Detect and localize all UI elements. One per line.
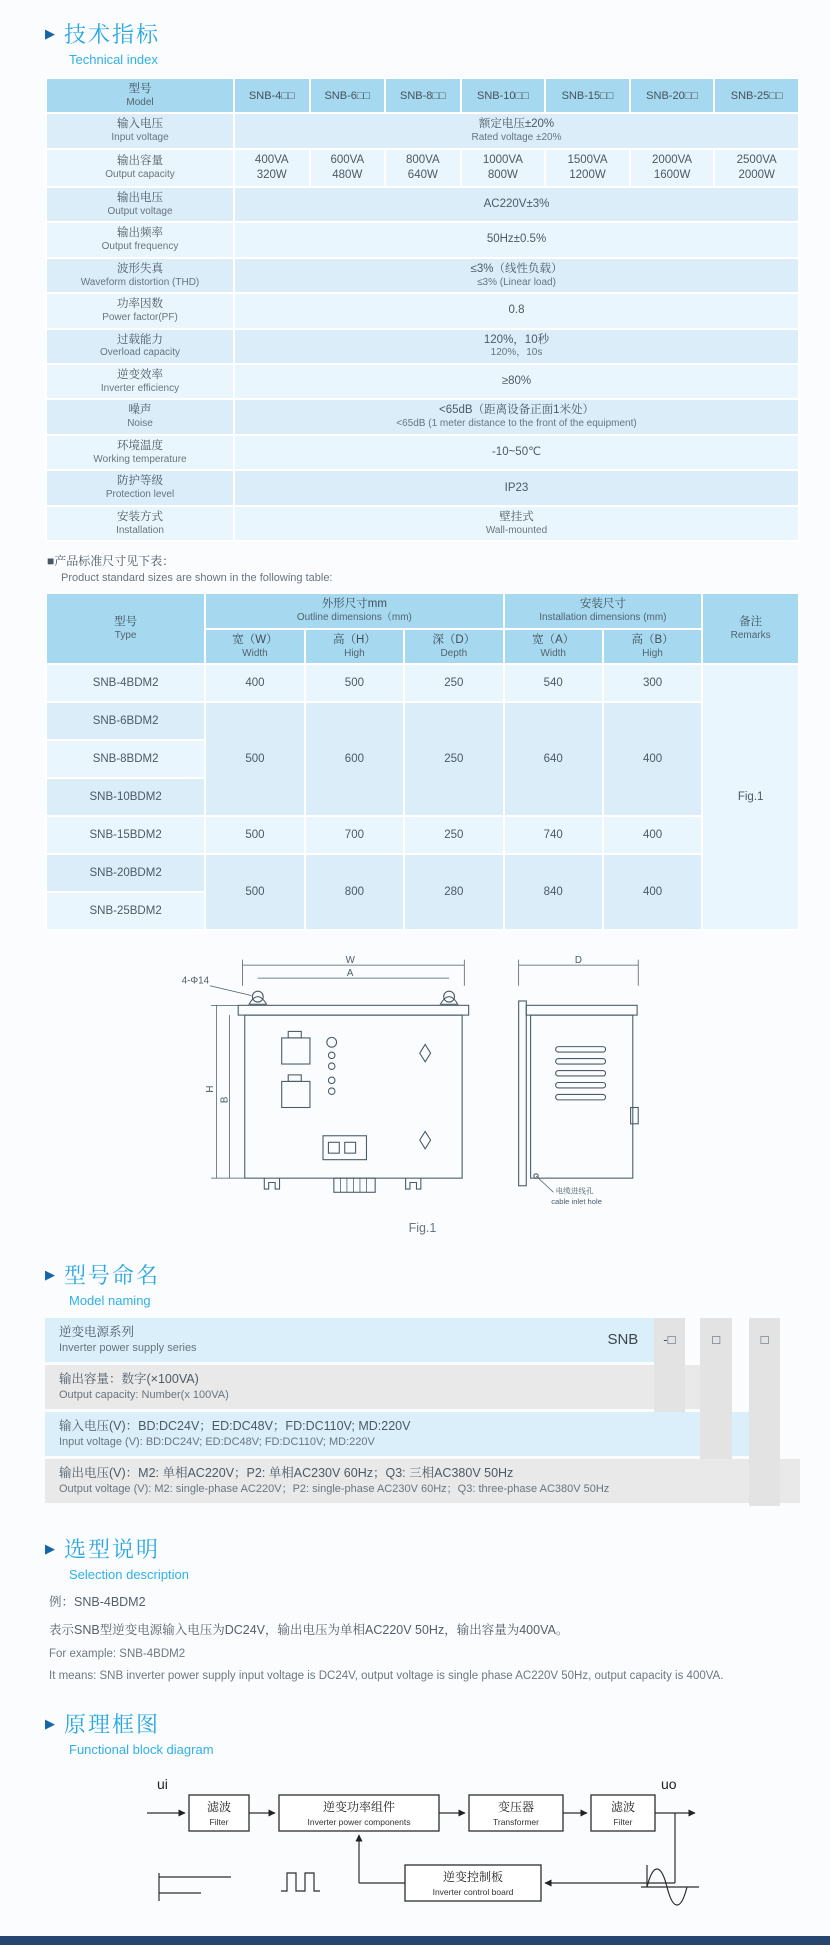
spec-row-label: 输入电压 Input voltage — [47, 114, 233, 147]
output-signal-label: uo — [660, 1776, 677, 1792]
spec-row-label: 安装方式 Installation — [47, 507, 233, 540]
size-type: SNB-20BDM2 — [47, 855, 204, 891]
size-h: 700 — [306, 817, 403, 853]
spec-row-label: 噪声 Noise — [47, 400, 233, 433]
model-header-cell: SNB-4□□ — [235, 79, 309, 112]
spec-row-input-voltage — [47, 114, 798, 147]
size-w: 500 — [206, 703, 303, 815]
size-type: SNB-10BDM2 — [47, 779, 204, 815]
capacity-cell: 400VA 320W — [235, 150, 309, 186]
model-header-cell: SNB-15□□ — [546, 79, 629, 112]
size-h: 500 — [306, 665, 403, 701]
series-prefix: SNB — [607, 1331, 639, 1348]
block-diagram — [45, 1771, 800, 1916]
dim-label-d: D — [574, 954, 582, 966]
section-title-en: Selection description — [69, 1567, 189, 1582]
size-a: 640 — [505, 703, 602, 815]
side-view — [518, 955, 638, 1206]
size-header-remarks: 备注 Remarks — [703, 594, 798, 663]
svg-text:逆变功率组件: 逆变功率组件 — [322, 1800, 395, 1814]
dim-label-w: W — [345, 954, 355, 966]
size-header-b: 高（B） High — [604, 630, 701, 663]
size-row — [47, 703, 798, 739]
dim-label-h: H — [204, 1085, 216, 1093]
size-header-install: 安装尺寸 Installation dimensions (mm) — [505, 594, 702, 627]
size-h: 800 — [306, 855, 403, 929]
cabinet-drawing — [173, 953, 673, 1212]
section-title-zh: 技术指标 — [64, 22, 161, 47]
selection-description — [49, 1592, 800, 1682]
naming-code-box-3: □ — [760, 1332, 769, 1347]
spec-row-label: 功率因数 Power factor(PF) — [47, 294, 233, 327]
model-naming-table — [45, 1318, 800, 1503]
selection-meaning-en: It means: SNB inverter power supply input voltage is DC24V, output voltage is single phase AC220V 50Hz, output capacity is 400VA. — [49, 1670, 724, 1682]
svg-text:Inverter power components: Inverter power components — [307, 1817, 410, 1827]
size-b: 300 — [604, 665, 701, 701]
size-row — [47, 665, 798, 701]
size-b: 400 — [604, 855, 701, 929]
svg-text:滤波: 滤波 — [610, 1800, 635, 1814]
spec-row-protection — [47, 471, 798, 504]
spec-row-efficiency — [47, 365, 798, 398]
section-header-selection — [45, 1533, 800, 1582]
spec-row-label: 防护等级 Protection level — [47, 471, 233, 504]
spec-row-label: 输出频率 Output frequency — [47, 223, 233, 256]
selection-example-en: For example: SNB-4BDM2 — [49, 1648, 186, 1660]
selection-meaning-zh: 表示SNB型逆变电源输入电压为DC24V，输出电压为单相AC220V 50Hz，输出容量为400VA。 — [49, 1623, 569, 1637]
naming-code-strip-1 — [654, 1318, 686, 1412]
spec-row-label: 输出电压 Output voltage — [47, 188, 233, 221]
section-arrow-icon: ▶ — [45, 1541, 55, 1556]
spec-row-label: 过载能力 Overload capacity — [47, 330, 233, 363]
size-type: SNB-6BDM2 — [47, 703, 204, 739]
model-header-cell: SNB-25□□ — [715, 79, 798, 112]
model-header-cell: SNB-20□□ — [631, 79, 714, 112]
spec-row-value: AC220V±3% — [235, 188, 798, 221]
section-header-model-naming — [45, 1259, 800, 1308]
size-d: 280 — [405, 855, 502, 929]
sine-wave-icon — [641, 1865, 699, 1905]
spec-table — [45, 77, 800, 542]
size-type: SNB-15BDM2 — [47, 817, 204, 853]
dim-label-b: B — [218, 1096, 230, 1104]
size-w: 500 — [206, 817, 303, 853]
size-note-en: Product standard sizes are shown in the following table: — [61, 572, 333, 585]
dimension-figure — [45, 953, 800, 1235]
section-title-en: Model naming — [69, 1293, 151, 1308]
mounting-holes-label: 4-Φ14 — [181, 975, 209, 987]
dc-source-icon — [159, 1873, 231, 1901]
spec-row-noise — [47, 400, 798, 433]
svg-text:Filter: Filter — [209, 1817, 228, 1827]
spec-row-temperature — [47, 436, 798, 469]
cable-inlet-label-en: cable inlet hole — [550, 1197, 602, 1207]
spec-row-label: 环境温度 Working temperature — [47, 436, 233, 469]
size-header-w: 宽（W） Width — [206, 630, 303, 663]
model-header-cell: SNB-6□□ — [311, 79, 385, 112]
size-a: 540 — [505, 665, 602, 701]
spec-row-value: 50Hz±0.5% — [235, 223, 798, 256]
size-row — [47, 855, 798, 891]
spec-row-value: ≤3%（线性负载） ≤3% (Linear load) — [235, 259, 798, 292]
naming-code-strip-2 — [700, 1318, 732, 1459]
size-b: 400 — [604, 817, 701, 853]
footer-bar — [0, 1936, 830, 1945]
selection-example-zh: 例：SNB-4BDM2 — [49, 1595, 146, 1609]
svg-text:Filter: Filter — [613, 1817, 632, 1827]
front-view — [181, 955, 468, 1192]
capacity-cell: 1000VA 800W — [462, 150, 545, 186]
spec-row-output-voltage — [47, 188, 798, 221]
size-type: SNB-25BDM2 — [47, 893, 204, 929]
input-signal-label: ui — [156, 1776, 168, 1792]
section-title-zh: 选型说明 — [64, 1537, 161, 1562]
spec-row-value: <65dB（距离设备正面1米处） <65dB (1 meter distance to the front of the equipment) — [235, 400, 798, 433]
size-note — [47, 552, 800, 584]
section-arrow-icon: ▶ — [45, 1716, 55, 1731]
spec-row-value: 壁挂式 Wall-mounted — [235, 507, 798, 540]
size-b: 400 — [604, 703, 701, 815]
naming-code-box-2: □ — [712, 1332, 721, 1347]
naming-code-strip-3 — [749, 1318, 781, 1506]
block-diagram-svg — [143, 1771, 703, 1916]
naming-row-capacity: 输出容量：数字(×100VA) Output capacity: Number(x 100VA) — [45, 1365, 701, 1409]
size-remark: Fig.1 — [703, 665, 798, 929]
size-w: 400 — [206, 665, 303, 701]
spec-row-installation — [47, 507, 798, 540]
capacity-cell: 600VA 480W — [311, 150, 385, 186]
section-header-block-diagram — [45, 1708, 800, 1757]
spec-header-row — [47, 79, 798, 112]
size-row — [47, 817, 798, 853]
capacity-cell: 2000VA 1600W — [631, 150, 714, 186]
spec-row-value: 0.8 — [235, 294, 798, 327]
size-a: 740 — [505, 817, 602, 853]
dim-label-a: A — [346, 967, 353, 979]
size-header-row-1 — [47, 594, 798, 627]
spec-row-output-frequency — [47, 223, 798, 256]
spec-row-value: -10~50℃ — [235, 436, 798, 469]
spec-row-label: 逆变效率 Inverter efficiency — [47, 365, 233, 398]
cable-inlet-label-zh: 电缆进线孔 — [555, 1186, 594, 1196]
section-title-en: Functional block diagram — [69, 1742, 214, 1757]
section-header-technical-index — [45, 18, 800, 67]
size-header-a: 宽（A） Width — [505, 630, 602, 663]
spec-row-label: 输出容量 Output capacity — [47, 150, 233, 186]
model-header-cell: SNB-10□□ — [462, 79, 545, 112]
naming-row-output-voltage: 输出电压(V)：M2: 单相AC220V；P2: 单相AC230V 60Hz；Q3: 三相AC380V 50Hz Output voltage (V): M2: single-phase AC220V；P2: single-phase AC230V 60Hz；Q3: three-phase AC380V 50Hz — [45, 1459, 800, 1503]
spec-row-value: IP23 — [235, 471, 798, 504]
spec-row-value: 额定电压±20% Rated voltage ±20% — [235, 114, 798, 147]
figure-caption: Fig.1 — [408, 1221, 437, 1235]
size-d: 250 — [405, 665, 502, 701]
svg-text:滤波: 滤波 — [206, 1800, 231, 1814]
size-w: 500 — [206, 855, 303, 929]
size-header-type: 型号 Type — [47, 594, 204, 663]
section-title-zh: 型号命名 — [64, 1263, 161, 1288]
svg-text:变压器: 变压器 — [497, 1800, 534, 1814]
square-wave-icon — [281, 1873, 320, 1891]
spec-row-value: ≥80% — [235, 365, 798, 398]
spec-row-output-capacity — [47, 150, 798, 186]
size-header-h: 高（H） High — [306, 630, 403, 663]
size-header-d: 深（D） Depth — [405, 630, 502, 663]
capacity-cell: 2500VA 2000W — [715, 150, 798, 186]
capacity-cell: 1500VA 1200W — [546, 150, 629, 186]
spec-row-value: 120%，10秒 120%，10s — [235, 330, 798, 363]
naming-row-input-voltage: 输入电压(V)：BD:DC24V；ED:DC48V；FD:DC110V; MD:220V Input voltage (V): BD:DC24V; ED:DC48V; FD:DC110V; MD:220V — [45, 1412, 750, 1456]
naming-code-box-1: -□ — [663, 1332, 676, 1347]
svg-text:Inverter control board: Inverter control board — [432, 1887, 513, 1897]
section-title-zh: 原理框图 — [64, 1712, 161, 1737]
spec-row-label: 波形失真 Waveform distortion (THD) — [47, 259, 233, 292]
model-header-cell: SNB-8□□ — [386, 79, 460, 112]
svg-text:逆变控制板: 逆变控制板 — [442, 1870, 503, 1884]
spec-row-power-factor — [47, 294, 798, 327]
size-table — [45, 592, 800, 931]
section-arrow-icon: ▶ — [45, 1267, 55, 1282]
naming-row-series: 逆变电源系列 Inverter power supply series — [45, 1318, 655, 1362]
section-arrow-icon: ▶ — [45, 26, 55, 41]
section-title-en: Technical index — [69, 52, 158, 67]
size-type: SNB-8BDM2 — [47, 741, 204, 777]
svg-text:Transformer: Transformer — [492, 1817, 539, 1827]
capacity-cell: 800VA 640W — [386, 150, 460, 186]
size-type: SNB-4BDM2 — [47, 665, 204, 701]
spec-row-waveform-distortion — [47, 259, 798, 292]
size-d: 250 — [405, 817, 502, 853]
size-a: 840 — [505, 855, 602, 929]
spec-row-overload — [47, 330, 798, 363]
size-h: 600 — [306, 703, 403, 815]
size-header-outline: 外形尺寸mm Outline dimensions（mm) — [206, 594, 502, 627]
spec-header-model-label: 型号 Model — [47, 79, 233, 112]
size-note-zh: ■产品标准尺寸见下表： — [47, 554, 175, 569]
size-d: 250 — [405, 703, 502, 815]
